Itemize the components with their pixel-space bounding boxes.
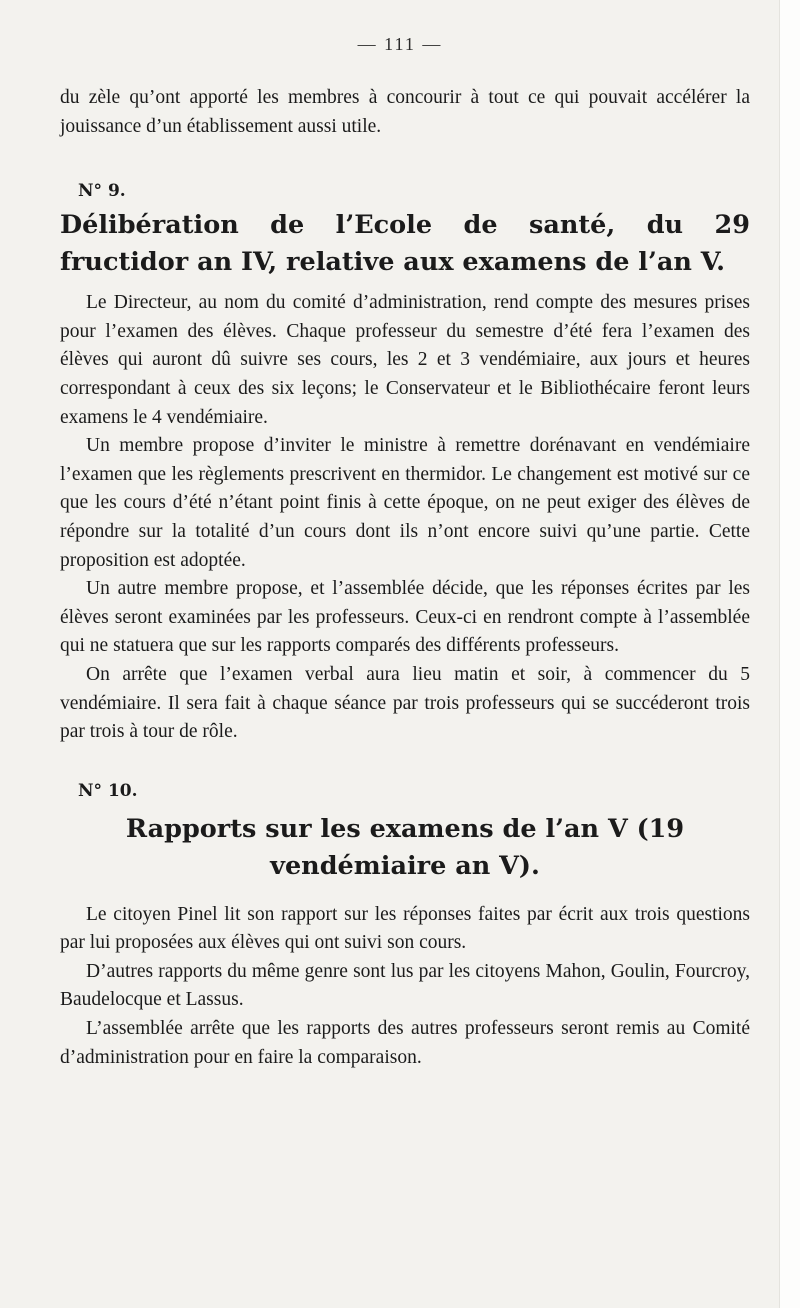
page-number: — 111 — (357, 34, 443, 54)
section-9-paragraph-3: Un autre membre propose, et l’assemblée décide, que les réponses écrites par les élèves seront examinées par les professeurs. Ceux-ci en rendront compte à l’assemblée qui ne statuera que sur les rapports comparés des différents professeurs. (60, 578, 750, 657)
section-9-paragraph-2: Un membre propose d’inviter le ministre à remettre dorénavant en vendémiaire l’examen que les règlements prescrivent en thermidor. Le changement est motivé sur ce que les cours d’été n’étant point finis à cette époque, on ne peut exiger des élèves de répondre sur la totalité d’un cours dont ils n’ont encore suivi qu’une partie. Cette proposition est adoptée. (60, 435, 750, 571)
section-9-title: Délibération de l’Ecole de santé, du 29 fructidor an IV, relative aux examens de l’an V. (60, 210, 750, 278)
section-9-paragraph-1: Le Directeur, au nom du comité d’administration, rend compte des mesures prises pour l’examen des élèves. Chaque professeur du semestre d’été fera l’examen des élèves qui auront dû suivre ses cours, les 2 et 3 vendémiaire, aux jours et heures correspondant à ceux des six leçons; le Conservateur et le Bibliothécaire feront leurs examens le 4 vendémiaire. (60, 292, 750, 428)
section-9-number: N° 9. (78, 181, 126, 202)
section-9-paragraph-4: On arrête que l’examen verbal aura lieu matin et soir, à commencer du 5 vendémiaire. Il sera fait à chaque séance par trois professeurs qui se succéderont trois par trois à tour de rôle. (60, 663, 750, 743)
intro-paragraph: du zèle qu’ont apporté les membres à concourir à tout ce qui pouvait accélérer la jouissance d’un établissement aussi utile. (60, 87, 750, 137)
section-10-paragraph-3: L’assemblée arrête que les rapports des autres professeurs seront remis au Comité d’administration pour en faire la comparaison. (60, 1018, 750, 1068)
section-10-title: Rapports sur les examens de l’an V (19 vendémiaire an V). (125, 813, 685, 881)
page-body (60, 84, 750, 1072)
section-10-paragraph-2: D’autres rapports du même genre sont lus par les citoyens Mahon, Goulin, Fourcroy, Baudelocque et Lassus. (60, 960, 750, 1011)
page-edge (779, 0, 800, 1308)
section-10-number: N° 10. (78, 780, 138, 801)
section-10-paragraph-1: Le citoyen Pinel lit son rapport sur les réponses faites par écrit aux trois questions par lui proposées aux élèves qui ont suivi son cours. (60, 903, 750, 954)
